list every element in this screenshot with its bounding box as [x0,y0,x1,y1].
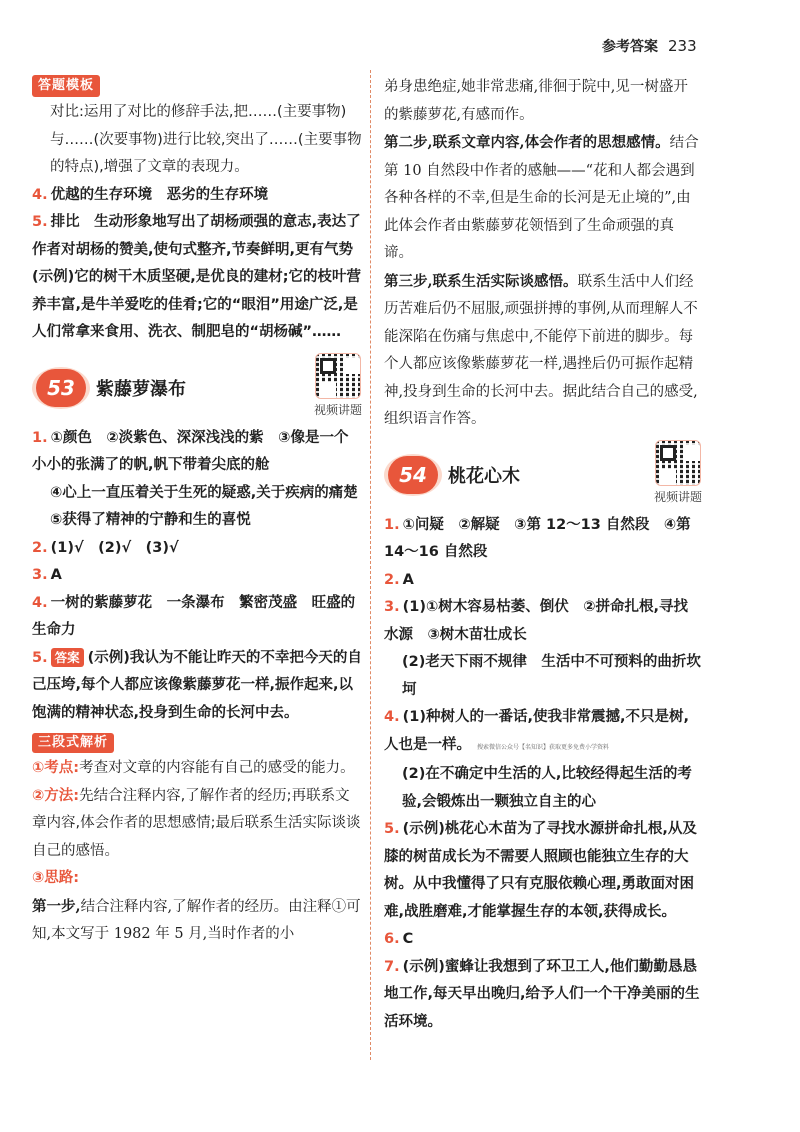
q53-5 [32,645,362,728]
lesson-number-badge: 54 [388,456,438,494]
fangfa [32,783,362,866]
tiny-note: 搜索微信公众号【名知识】获取更多免费小学资料 [477,743,610,751]
item-number: 1. [32,429,48,446]
q54-3-cont: (2)老天下雨不规律 生活中不可预料的曲折坎坷 [402,654,701,698]
q54-1 [384,512,702,567]
item-number: 5. [32,649,48,666]
analysis-tag: 三段式解析 [32,733,114,753]
q53-4 [32,590,362,645]
step3-text: 联系生活中人们经历苦难后仍不屈服,顽强拼搏的事例,从而理解人不能深陷在伤痛与焦虑中,不能停下前进的脚步。每个人都应该像紫藤萝花一样,遇挫后仍可振作起精神,投身到生命的长河中去。据此结合自己的感受,组织语言作答。 [384,273,698,427]
step1-cont: 弟身患绝症,她非常悲痛,徘徊于院中,见一树盛开的紫藤萝花,有感而作。 [384,79,688,123]
q54-6 [384,926,702,954]
left-column [32,74,373,949]
left-item-4 [32,182,362,210]
right-column [384,74,702,1036]
item-number: 3. [384,599,400,615]
lesson-number-badge: 53 [36,369,86,407]
q54-7 [384,954,702,1037]
item-number: 5. [384,821,400,837]
column-divider [370,70,371,1060]
item-text: (示例)桃花心木苗为了寻找水源拼命扎根,从及膝的树苗成长为不需要人照顾也能独立生存的大树。从中我懂得了只有克服依赖心理,勇敢面对困难,战胜磨难,才能掌握生存的本领,获得成长。 [384,821,697,920]
item-text: A [402,571,414,588]
item-text: (1)种树人的一番话,使我非常震撼,不只是树,人也是一样。 [384,709,689,753]
item-text: 一树的紫藤萝花 一条瀑布 繁密茂盛 旺盛的生命力 [32,594,356,638]
page-number: 233 [668,37,697,55]
qr-caption: 视频讲题 [313,402,362,417]
step2-title: 联系文章内容,体会作者的思想感情。 [432,134,670,151]
item-number: 2. [32,539,48,556]
template-tag: 答题模板 [32,75,100,97]
item-number: 7. [384,958,400,975]
header-section: 参考答案 [602,39,658,55]
item-number: 5. [32,214,48,230]
template-text: 对比:运用了对比的修辞手法,把……(主要事物)与……(次要事物)进行比较,突出了……(主要事物的特点),增强了文章的表现力。 [50,104,362,175]
step1-text: 结合注释内容,了解作者的经历。由注释①可知,本文写于 1982 年 5 月,当时作者的小 [32,898,361,942]
lesson-53-heading [32,361,362,415]
kaodian-label: ①考点: [32,760,80,776]
item-number: 4. [384,709,400,725]
q54-4-cont: (2)在不确定中生活的人,比较经得起生活的考验,会锻炼出一颗独立自主的心 [402,766,692,810]
q54-5 [384,816,702,926]
lesson-54-heading [384,448,702,502]
q53-3 [32,562,362,590]
qr-code[interactable] [314,353,362,418]
step3-title: 联系生活实际谈感悟。 [432,272,578,290]
q54-2 [384,567,702,595]
q53-1-cont: ④心上一直压着关于生死的疑惑,关于疾病的痛楚 ⑤获得了精神的宁静和生的喜悦 [50,484,373,528]
step2-text: 结合第 10 自然段中作者的感触——“花和人都会遇到各种各样的不幸,但是生命的长河是无止境的”,由此体会作者由紫藤萝花领悟到了生命顽强的真谛。 [384,135,699,261]
item-number: 1. [384,516,400,533]
fangfa-label: ②方法: [32,787,80,804]
silu [32,865,362,893]
q53-2 [32,535,362,563]
item-text: ①问疑 ②解疑 ③第 12～13 自然段 ④第 14～16 自然段 [384,516,691,560]
item-text: (示例)蜜蜂让我想到了环卫工人,他们勤勤恳恳地工作,每天早出晚归,给予人们一个干净美丽的生活环境。 [384,958,700,1030]
step2 [384,129,702,268]
item-text: 优越的生存环境 恶劣的生存环境 [50,186,269,203]
left-item-5 [32,209,368,347]
step1-label: 第一步, [32,897,81,915]
q54-4 [384,704,702,761]
step2-label: 第二步, [384,134,433,151]
item-text: A [50,567,62,583]
item-text: 排比 生动形象地写出了胡杨顽强的意志,表达了作者对胡杨的赞美,使句式整齐,节奏鲜明,更有气势 (示例)它的树干木质坚硬,是优良的建材;它的枝叶营养丰富,是牛羊爱吃的佳肴;它的“眼泪”用途广泛,是人们常拿来食用、洗衣、制肥皂的“胡杨碱”…… [32,214,368,340]
item-number: 6. [384,931,400,947]
item-number: 3. [32,567,48,583]
kaodian [32,755,362,783]
qr-code[interactable] [654,440,702,505]
item-number: 2. [384,571,400,588]
qr-code-icon[interactable] [655,440,701,486]
lesson-title: 紫藤萝瀑布 [96,378,186,400]
fangfa-text: 先结合注释内容,了解作者的经历;再联系文章内容,体会作者的思想感情;最后联系生活实际谈谈自己的感悟。 [32,787,361,859]
q54-3 [384,594,702,649]
item-number: 4. [32,594,48,611]
page-header [602,36,697,56]
lesson-title: 桃花心木 [448,465,520,487]
step3-label: 第三步, [384,272,433,290]
answer-tag: 答案 [51,648,84,667]
qr-caption: 视频讲题 [653,489,702,504]
step1 [32,893,362,949]
item-text: C [402,931,414,947]
item-number: 4. [32,186,48,203]
item-text: (1)√ (2)√ (3)√ [50,539,179,556]
kaodian-text: 考查对文章的内容能有自己的感受的能力。 [79,760,355,776]
silu-label: ③思路: [32,870,80,886]
qr-code-icon[interactable] [315,353,361,399]
item-text: (示例)我认为不能让昨天的不幸把今天的自己压垮,每个人都应该像紫藤萝花一样,振作起来,以饱满的精神状态,投身到生命的长河中去。 [32,649,362,721]
step3 [384,268,702,434]
item-text: ①颜色 ②淡紫色、深深浅浅的紫 ③像是一个小小的张满了的帆,帆下带着尖底的舱 [32,429,349,473]
q53-1 [32,425,362,480]
item-text: (1)①树木容易枯萎、倒伏 ②拼命扎根,寻找水源 ③树木苗壮成长 [384,599,689,643]
